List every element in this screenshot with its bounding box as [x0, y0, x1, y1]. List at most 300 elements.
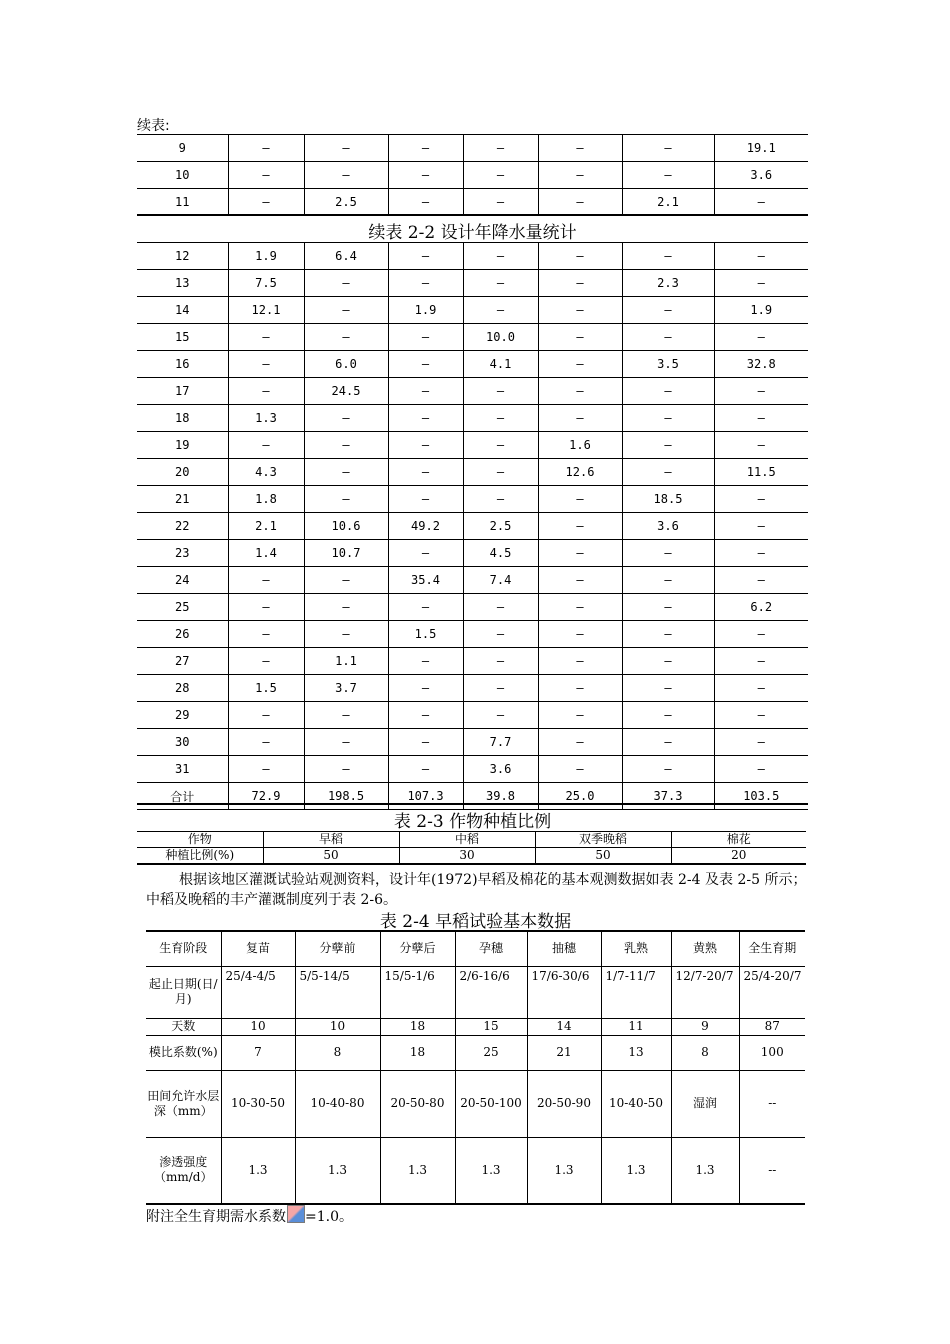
table-cell: —	[714, 243, 808, 270]
table-cell: 8	[671, 1035, 739, 1070]
table-cell: —	[538, 378, 622, 405]
table-cell: —	[304, 459, 388, 486]
table-cell: 10-40-80	[295, 1070, 380, 1137]
table-cell: 12.6	[538, 459, 622, 486]
table-row	[146, 931, 805, 966]
table-cell: —	[388, 243, 463, 270]
table-cell: —	[622, 567, 714, 594]
table-cell: 6.0	[304, 351, 388, 378]
table-cell: 11.5	[714, 459, 808, 486]
table-cell: —	[463, 135, 538, 162]
table-cell: 双季晚稻	[535, 832, 671, 848]
table-row	[146, 1137, 805, 1204]
table-cell: 4.5	[463, 540, 538, 567]
table-cell: —	[538, 621, 622, 648]
table-cell: —	[228, 621, 304, 648]
table-divider	[137, 214, 808, 216]
table-cell: 10.6	[304, 513, 388, 540]
table-cell: —	[622, 756, 714, 783]
table-cell: —	[463, 459, 538, 486]
table-row	[137, 324, 808, 351]
table-cell: 4.3	[228, 459, 304, 486]
table-cell: 1.9	[714, 297, 808, 324]
table-cell: —	[463, 432, 538, 459]
table-2-2-caption: 续表 2-2 设计年降水量统计	[368, 223, 577, 243]
table-cell: —	[538, 297, 622, 324]
row-day-cell: 19	[137, 432, 228, 459]
table-cell: 2.3	[622, 270, 714, 297]
table-cell: --	[739, 1137, 805, 1204]
table-cell: —	[714, 189, 808, 216]
table-cell: 14	[527, 1018, 601, 1035]
table-cell: —	[622, 675, 714, 702]
table-cell: —	[304, 621, 388, 648]
table-cell: —	[714, 702, 808, 729]
table-cell: —	[228, 162, 304, 189]
footnote-suffix: =1.0。	[305, 1209, 353, 1225]
table-cell: 分孽前	[295, 931, 380, 966]
table-cell: 100	[739, 1035, 805, 1070]
table-cell: 10	[295, 1018, 380, 1035]
table-cell: —	[228, 648, 304, 675]
table-cell: 1.6	[538, 432, 622, 459]
table-cell: —	[463, 270, 538, 297]
table-row	[137, 594, 808, 621]
table-cell: 20-50-90	[527, 1070, 601, 1137]
table-cell: —	[388, 135, 463, 162]
table-cell: 1.3	[601, 1137, 671, 1204]
table-cell: 13	[601, 1035, 671, 1070]
row-day-cell: 27	[137, 648, 228, 675]
table-cell: —	[228, 432, 304, 459]
table-cell: 198.5	[304, 783, 388, 810]
table-cell: —	[388, 540, 463, 567]
continued-label: 续表:	[137, 118, 170, 134]
table-cell: —	[622, 432, 714, 459]
table-cell: —	[622, 405, 714, 432]
row-day-cell: 17	[137, 378, 228, 405]
table-cell: —	[388, 162, 463, 189]
table-cell: —	[388, 756, 463, 783]
formula-kc-icon	[287, 1205, 305, 1223]
row-day-cell: 12	[137, 243, 228, 270]
crop-ratio-table	[137, 831, 806, 865]
table-cell: 7.4	[463, 567, 538, 594]
table-cell: —	[538, 243, 622, 270]
table-cell: —	[228, 756, 304, 783]
row-day-cell: 11	[137, 189, 228, 216]
table-cell: 6.4	[304, 243, 388, 270]
table-cell: 1.3	[455, 1137, 527, 1204]
table-cell: —	[538, 756, 622, 783]
table-cell: 50	[535, 848, 671, 865]
table-cell: 1.5	[388, 621, 463, 648]
table-cell: 全生育期	[739, 931, 805, 966]
table-cell: —	[463, 486, 538, 513]
footnote	[146, 1205, 353, 1226]
table-cell: —	[538, 675, 622, 702]
row-header-cell: 模比系数(%)	[146, 1035, 221, 1070]
table-row	[137, 270, 808, 297]
table-cell: —	[622, 621, 714, 648]
table-cell: —	[622, 648, 714, 675]
table-cell: 复苗	[221, 931, 295, 966]
table-cell: 19.1	[714, 135, 808, 162]
table-cell: —	[388, 378, 463, 405]
table-cell: 2.5	[463, 513, 538, 540]
table-cell: 7.5	[228, 270, 304, 297]
table-cell: 早稻	[263, 832, 399, 848]
table-cell: —	[304, 297, 388, 324]
table-row	[137, 832, 806, 848]
table-cell: —	[538, 135, 622, 162]
table-cell: 3.6	[714, 162, 808, 189]
table-cell: 3.6	[463, 756, 538, 783]
table-cell: —	[304, 270, 388, 297]
table-row	[146, 1018, 805, 1035]
table-cell: —	[228, 567, 304, 594]
row-header-cell: 作物	[137, 832, 263, 848]
table-cell: 10.7	[304, 540, 388, 567]
row-header-cell: 起止日期(日/月)	[146, 966, 221, 1018]
table-cell: —	[538, 486, 622, 513]
row-day-cell: 23	[137, 540, 228, 567]
table-cell: 1.3	[671, 1137, 739, 1204]
table-cell: —	[714, 432, 808, 459]
table-cell: —	[714, 756, 808, 783]
row-day-cell: 25	[137, 594, 228, 621]
table-cell: --	[739, 1070, 805, 1137]
table-cell: 中稻	[399, 832, 535, 848]
table-cell: 3.7	[304, 675, 388, 702]
table-cell: —	[304, 486, 388, 513]
table-cell: —	[304, 135, 388, 162]
table-cell: —	[228, 135, 304, 162]
table-cell: —	[714, 486, 808, 513]
row-day-cell: 14	[137, 297, 228, 324]
table-cell: 12/7-20/7	[671, 966, 739, 1018]
row-day-cell: 24	[137, 567, 228, 594]
table-cell: —	[538, 702, 622, 729]
table-cell: 39.8	[463, 783, 538, 810]
table-cell: 棉花	[671, 832, 806, 848]
table-row	[137, 486, 808, 513]
table-cell: 12.1	[228, 297, 304, 324]
table-cell: —	[228, 189, 304, 216]
table-cell: —	[622, 297, 714, 324]
precipitation-table	[137, 242, 808, 810]
table-cell: 1.9	[388, 297, 463, 324]
table-cell: 10-40-50	[601, 1070, 671, 1137]
row-day-cell: 21	[137, 486, 228, 513]
row-day-cell: 26	[137, 621, 228, 648]
table-cell: —	[463, 243, 538, 270]
table-cell: —	[388, 459, 463, 486]
table-cell: 49.2	[388, 513, 463, 540]
table-row	[137, 297, 808, 324]
table-cell: 11	[601, 1018, 671, 1035]
row-header-cell: 种植比例(%)	[137, 848, 263, 865]
table-row	[137, 783, 808, 810]
table-cell: —	[463, 162, 538, 189]
early-rice-table	[146, 930, 805, 1205]
table-cell: —	[538, 189, 622, 216]
table-cell: —	[714, 567, 808, 594]
row-day-cell: 10	[137, 162, 228, 189]
table-cell: 1.3	[380, 1137, 455, 1204]
table-cell: —	[388, 675, 463, 702]
intro-paragraph: 根据该地区灌溉试验站观测资料，设计年(1972)早稻及棉花的基本观测数据如表 2-4 及表 2-5 所示；中稻及晚稻的丰产灌溉制度列于表 2-6。	[146, 872, 807, 908]
table-cell: 4.1	[463, 351, 538, 378]
table-divider	[137, 803, 808, 805]
table-cell: —	[304, 756, 388, 783]
table-cell: 37.3	[622, 783, 714, 810]
table-cell: —	[388, 486, 463, 513]
table-cell: —	[463, 405, 538, 432]
precipitation-table-continued	[137, 134, 808, 216]
table-cell: —	[714, 270, 808, 297]
table-cell: 20	[671, 848, 806, 865]
row-day-cell: 20	[137, 459, 228, 486]
table-cell: —	[538, 513, 622, 540]
table-cell: —	[228, 378, 304, 405]
table-cell: 1.8	[228, 486, 304, 513]
row-day-cell: 9	[137, 135, 228, 162]
table-cell: 6.2	[714, 594, 808, 621]
row-day-cell: 18	[137, 405, 228, 432]
table-cell: 87	[739, 1018, 805, 1035]
table-cell: —	[622, 459, 714, 486]
row-day-cell: 13	[137, 270, 228, 297]
table-cell: 2.5	[304, 189, 388, 216]
table-cell: 乳熟	[601, 931, 671, 966]
table-cell: —	[388, 432, 463, 459]
table-cell: 2.1	[622, 189, 714, 216]
table-row	[137, 513, 808, 540]
row-day-cell: 22	[137, 513, 228, 540]
table-cell: 2.1	[228, 513, 304, 540]
table-cell: —	[622, 378, 714, 405]
table-cell: —	[388, 702, 463, 729]
table-cell: 25/4-4/5	[221, 966, 295, 1018]
table-cell: —	[538, 324, 622, 351]
table-row	[137, 648, 808, 675]
table-cell: 1.1	[304, 648, 388, 675]
table-cell: 黄熟	[671, 931, 739, 966]
table-cell: 20-50-100	[455, 1070, 527, 1137]
table-cell: —	[714, 540, 808, 567]
table-row	[146, 1070, 805, 1137]
table-cell: —	[714, 378, 808, 405]
table-cell: —	[388, 648, 463, 675]
table-row	[137, 243, 808, 270]
row-header-cell: 生育阶段	[146, 931, 221, 966]
table-cell: 17/6-30/6	[527, 966, 601, 1018]
table-cell: —	[228, 702, 304, 729]
table-cell: 25.0	[538, 783, 622, 810]
table-2-4-caption: 表 2-4 早稻试验基本数据	[379, 912, 572, 932]
row-header-cell: 天数	[146, 1018, 221, 1035]
table-cell: —	[228, 324, 304, 351]
row-day-cell: 29	[137, 702, 228, 729]
table-row	[137, 848, 806, 865]
table-cell: 10-30-50	[221, 1070, 295, 1137]
row-day-cell: 30	[137, 729, 228, 756]
table-cell: —	[538, 351, 622, 378]
table-cell: —	[388, 729, 463, 756]
table-cell: —	[304, 594, 388, 621]
table-cell: —	[304, 729, 388, 756]
table-cell: 103.5	[714, 783, 808, 810]
row-header-cell: 田间允许水层深（mm）	[146, 1070, 221, 1137]
table-cell: 湿润	[671, 1070, 739, 1137]
table-cell: 10	[221, 1018, 295, 1035]
table-row	[137, 135, 808, 162]
table-cell: 21	[527, 1035, 601, 1070]
table-cell: 35.4	[388, 567, 463, 594]
table-row	[146, 1035, 805, 1070]
table-cell: —	[388, 189, 463, 216]
row-day-cell: 15	[137, 324, 228, 351]
table-cell: —	[714, 729, 808, 756]
table-cell: 7.7	[463, 729, 538, 756]
table-row	[137, 189, 808, 216]
table-row	[137, 756, 808, 783]
table-cell: —	[538, 405, 622, 432]
table-cell: —	[388, 594, 463, 621]
table-cell: 72.9	[228, 783, 304, 810]
table-row	[137, 378, 808, 405]
table-cell: —	[714, 621, 808, 648]
table-row	[137, 459, 808, 486]
table-cell: —	[463, 297, 538, 324]
table-cell: 50	[263, 848, 399, 865]
table-row	[137, 675, 808, 702]
table-cell: —	[714, 675, 808, 702]
table-cell: 32.8	[714, 351, 808, 378]
table-cell: —	[388, 324, 463, 351]
table-row	[137, 729, 808, 756]
table-row	[137, 162, 808, 189]
table-cell: 1.3	[221, 1137, 295, 1204]
table-cell: —	[622, 135, 714, 162]
table-cell: 分孽后	[380, 931, 455, 966]
table-cell: —	[622, 540, 714, 567]
table-cell: 25/4-20/7	[739, 966, 805, 1018]
table-cell: —	[714, 324, 808, 351]
table-cell: —	[228, 729, 304, 756]
table-cell: 5/5-14/5	[295, 966, 380, 1018]
table-cell: —	[304, 405, 388, 432]
table-cell: —	[622, 324, 714, 351]
table-cell: —	[622, 243, 714, 270]
table-cell: 1.5	[228, 675, 304, 702]
table-cell: —	[304, 162, 388, 189]
table-cell: 1.9	[228, 243, 304, 270]
table-cell: 30	[399, 848, 535, 865]
table-cell: —	[538, 567, 622, 594]
table-row	[137, 540, 808, 567]
row-day-cell: 31	[137, 756, 228, 783]
table-2-3-caption: 表 2-3 作物种植比例	[393, 812, 552, 832]
table-row	[137, 702, 808, 729]
row-header-cell: 渗透强度（mm/d）	[146, 1137, 221, 1204]
table-cell: 15/5-1/6	[380, 966, 455, 1018]
footnote-prefix: 附注全生育期需水系数	[146, 1209, 286, 1225]
table-cell: —	[714, 513, 808, 540]
table-cell: —	[388, 405, 463, 432]
table-cell: —	[622, 729, 714, 756]
table-cell: 3.6	[622, 513, 714, 540]
table-cell: —	[304, 702, 388, 729]
table-cell: —	[304, 432, 388, 459]
table-cell: —	[463, 378, 538, 405]
row-day-cell: 16	[137, 351, 228, 378]
table-cell: —	[714, 648, 808, 675]
table-cell: 1/7-11/7	[601, 966, 671, 1018]
table-cell: —	[538, 162, 622, 189]
table-cell: 18	[380, 1035, 455, 1070]
table-cell: 24.5	[304, 378, 388, 405]
table-row	[137, 405, 808, 432]
table-cell: 7	[221, 1035, 295, 1070]
table-row	[146, 966, 805, 1018]
table-row	[137, 432, 808, 459]
table-cell: —	[463, 675, 538, 702]
table-cell: —	[538, 270, 622, 297]
table-cell: 107.3	[388, 783, 463, 810]
table-cell: —	[228, 351, 304, 378]
table-row	[137, 351, 808, 378]
table-row	[137, 621, 808, 648]
table-cell: —	[714, 405, 808, 432]
table-cell: 1.4	[228, 540, 304, 567]
table-cell: 25	[455, 1035, 527, 1070]
table-cell: —	[622, 594, 714, 621]
table-cell: 孕穗	[455, 931, 527, 966]
table-cell: 1.3	[527, 1137, 601, 1204]
table-cell: —	[463, 621, 538, 648]
table-cell: —	[388, 351, 463, 378]
table-cell: 1.3	[228, 405, 304, 432]
table-cell: 2/6-16/6	[455, 966, 527, 1018]
table-cell: 3.5	[622, 351, 714, 378]
table-cell: —	[463, 189, 538, 216]
table-cell: —	[538, 648, 622, 675]
table-cell: —	[538, 540, 622, 567]
table-cell: —	[463, 594, 538, 621]
table-cell: —	[622, 702, 714, 729]
row-day-cell: 28	[137, 675, 228, 702]
table-cell: —	[463, 702, 538, 729]
table-row	[137, 567, 808, 594]
row-day-cell: 合计	[137, 783, 228, 810]
table-cell: 20-50-80	[380, 1070, 455, 1137]
table-cell: —	[622, 162, 714, 189]
table-cell: —	[538, 594, 622, 621]
table-cell: —	[388, 270, 463, 297]
table-cell: 9	[671, 1018, 739, 1035]
table-cell: 抽穗	[527, 931, 601, 966]
table-cell: —	[304, 567, 388, 594]
table-cell: 10.0	[463, 324, 538, 351]
table-cell: 15	[455, 1018, 527, 1035]
table-cell: —	[228, 594, 304, 621]
table-cell: 18.5	[622, 486, 714, 513]
table-cell: —	[304, 324, 388, 351]
table-cell: —	[463, 648, 538, 675]
table-cell: —	[538, 729, 622, 756]
